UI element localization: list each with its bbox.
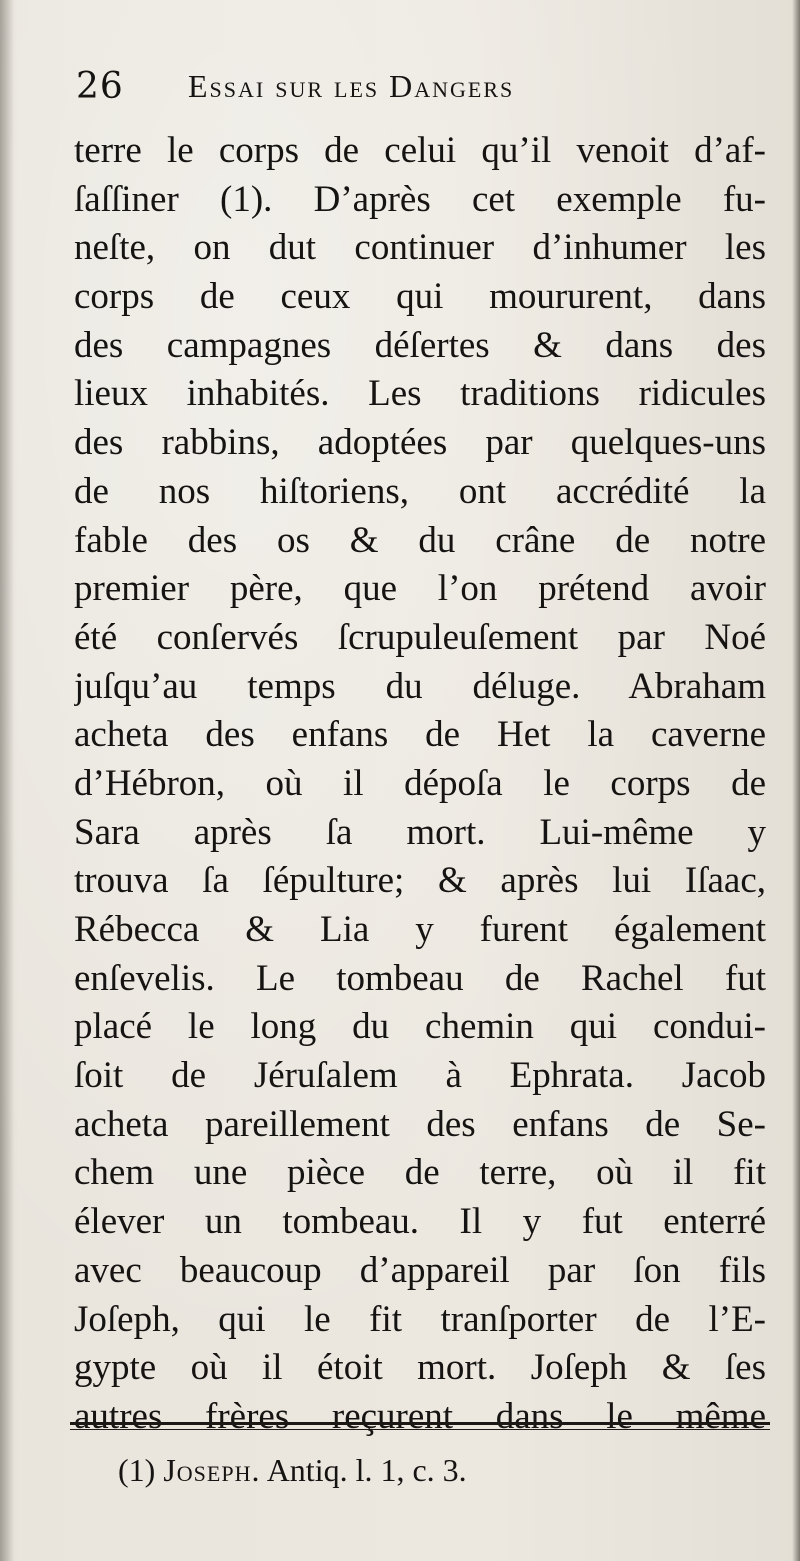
text-line: de nos hiſtoriens, ont accrédité la (74, 470, 766, 512)
text-line: des rabbins, adoptées par quelques-uns (74, 422, 766, 464)
body-text (74, 127, 766, 1442)
text-line: chem une pièce de terre, où il fit (74, 1152, 766, 1194)
text-line: trouva ſa ſépulture; & après lui Iſaac, (74, 860, 766, 902)
footnote (118, 1452, 467, 1489)
text-line: premier père, que l’on prétend avoir (74, 568, 766, 610)
text-line: Sara après ſa mort. Lui-même y (74, 811, 766, 853)
footnote-marker: (1) (118, 1452, 156, 1488)
text-line: gypte où il étoit mort. Joſeph & ſes (74, 1347, 766, 1389)
text-line: ſaſſiner (1). D’après cet exemple fu- (74, 178, 766, 220)
text-line: acheta pareillement des enfans de Se- (74, 1103, 766, 1145)
page-right-edge (792, 0, 800, 1561)
text-line: terre le corps de celui qu’il venoit d’af- (74, 130, 766, 171)
footnote-rule-thin (70, 1429, 770, 1430)
text-line: juſqu’au temps du déluge. Abraham (74, 665, 766, 707)
text-line: d’Hébron, où il dépoſa le corps de (74, 762, 766, 804)
text-line: été conſervés ſcrupuleuſement par Noé (74, 616, 766, 658)
running-head (76, 66, 696, 118)
text-line: Joſeph, qui le fit tranſporter de l’E- (74, 1298, 766, 1340)
text-line: enſevelis. Le tombeau de Rachel fut (74, 957, 766, 999)
footnote-reference: Antiq. l. 1, c. 3. (266, 1452, 467, 1488)
text-line: des campagnes déſertes & dans des (74, 324, 766, 366)
text-line: ſoit de Jéruſalem à Ephrata. Jacob (74, 1055, 766, 1097)
footnote-author: Joseph. (163, 1452, 261, 1488)
text-line: neſte, on dut continuer d’inhumer les (74, 227, 766, 269)
text-line: autres frères reçurent dans le même (74, 1395, 766, 1437)
text-line: Rébecca & Lia y furent également (74, 909, 766, 950)
text-line: lieux inhabités. Les traditions ridicules (74, 373, 766, 415)
running-title: Essai sur les Dangers (188, 68, 515, 104)
page-number: 26 (76, 66, 124, 107)
page-gutter-shadow (0, 0, 14, 1561)
text-line: acheta des enfans de Het la caverne (74, 714, 766, 756)
text-line: fable des os & du crâne de notre (74, 519, 766, 561)
text-line: avec beaucoup d’appareil par ſon fils (74, 1249, 766, 1291)
text-line: élever un tombeau. Il y fut enterré (74, 1201, 766, 1243)
footnote-rule (70, 1422, 770, 1425)
text-line: placé le long du chemin qui condui- (74, 1006, 766, 1048)
text-line: corps de ceux qui moururent, dans (74, 276, 766, 318)
